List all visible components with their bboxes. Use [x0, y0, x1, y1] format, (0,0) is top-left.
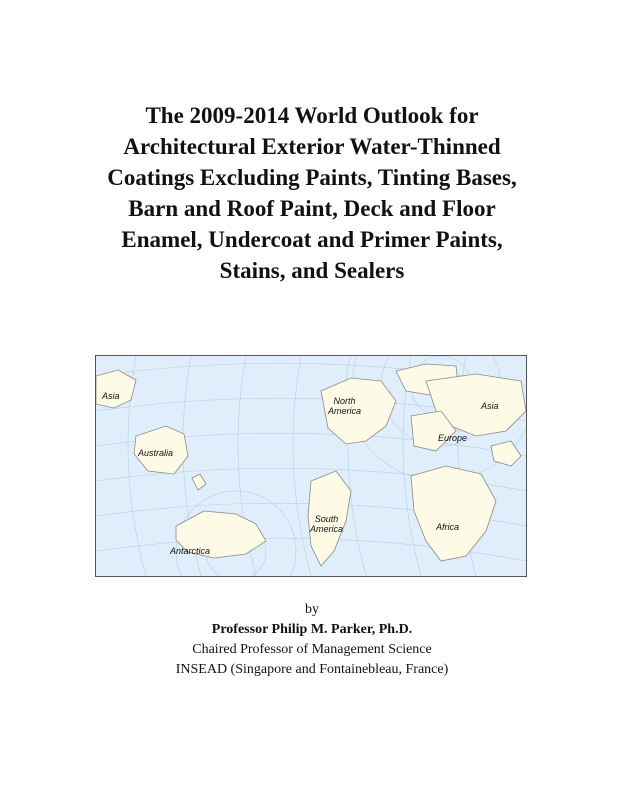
author-position: Chaired Professor of Management Science — [192, 642, 432, 657]
map-label-antarctica: Antarctica — [170, 546, 211, 556]
map-label-north-america: North America — [328, 396, 362, 416]
map-label-australia: Australia — [138, 448, 174, 458]
title-line: Stains, and Sealers — [219, 258, 405, 283]
map-landmasses — [96, 364, 526, 566]
by-label: by — [305, 602, 319, 617]
title-line: Barn and Roof Paint, Deck and Floor — [128, 196, 496, 221]
author-byline — [0, 600, 624, 680]
map-label-europe: Europe — [438, 433, 468, 443]
map-label-africa: Africa — [436, 522, 460, 532]
author-name: Professor Philip M. Parker, Ph.D. — [211, 622, 413, 637]
title-line: Coatings Excluding Paints, Tinting Bases, — [107, 165, 517, 190]
title-line: Architectural Exterior Water-Thinned — [123, 134, 501, 159]
map-label-asia-east: Asia — [481, 401, 499, 411]
title-line: The 2009-2014 World Outlook for — [145, 103, 479, 128]
world-map — [95, 355, 527, 577]
title-line: Enamel, Undercoat and Primer Paints, — [121, 227, 503, 252]
world-map-graphic — [96, 356, 526, 576]
map-label-asia-west: Asia — [102, 391, 120, 401]
map-label-south-america: South America — [310, 514, 344, 534]
book-title — [40, 100, 584, 286]
author-institution: INSEAD (Singapore and Fontainebleau, France) — [175, 662, 449, 677]
